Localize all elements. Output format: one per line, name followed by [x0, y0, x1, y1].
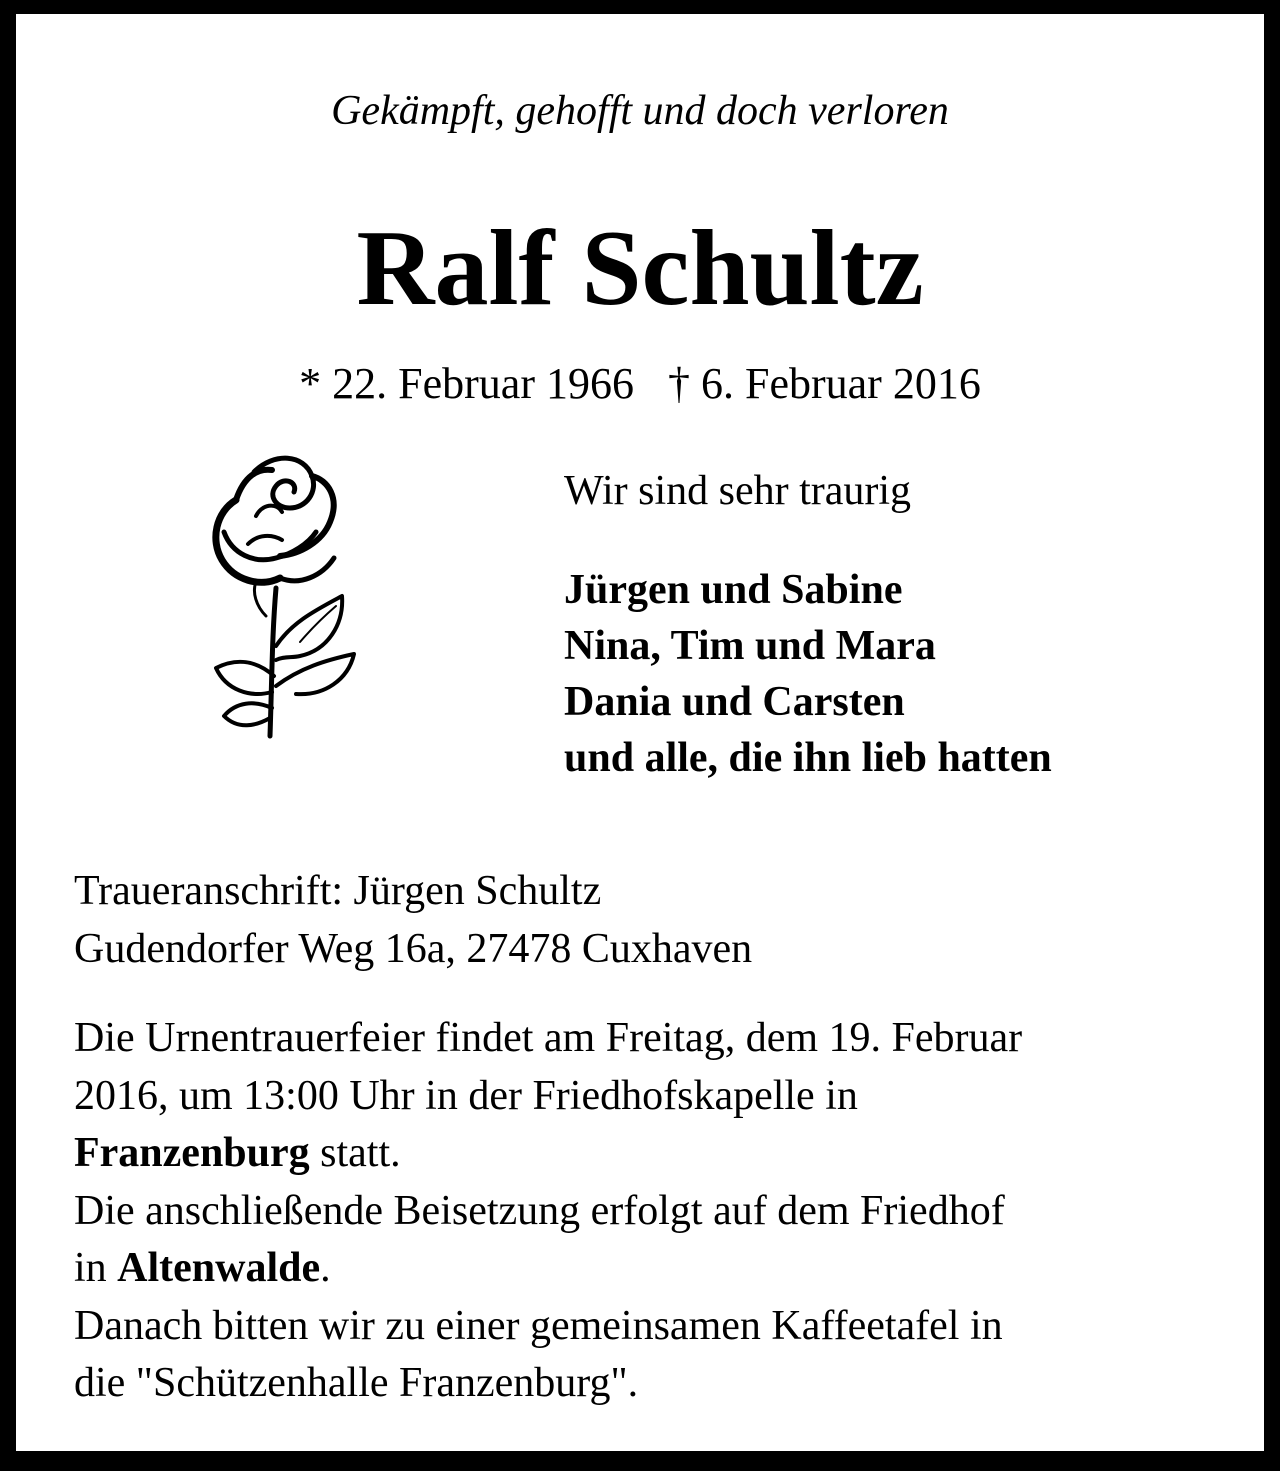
- mourner-line: und alle, die ihn lieb hatten: [564, 735, 1052, 781]
- mourner-line: Nina, Tim und Mara: [564, 623, 936, 669]
- mourner-line: Dania und Carsten: [564, 679, 905, 725]
- ceremony-line: Die Urnentrauerfeier findet am Freitag, dem 19. Februar: [74, 1015, 1023, 1061]
- rose-icon: [196, 446, 366, 756]
- deceased-name: Ralf Schultz: [356, 209, 924, 328]
- ceremony-line: Danach bitten wir zu einer gemeinsamen Kaffeetafel in: [74, 1302, 1003, 1349]
- ceremony-line: Franzenburg statt.: [74, 1130, 401, 1176]
- ceremony-line: Die anschließende Beisetzung erfolgt auf dem Friedhof: [74, 1187, 1005, 1234]
- ceremony-details: [74, 1010, 1234, 1413]
- ceremony-line: in Altenwalde.: [74, 1245, 331, 1291]
- life-dates: [16, 358, 1264, 411]
- place-franzenburg: Franzenburg: [74, 1130, 310, 1176]
- ceremony-line: die "Schützenhalle Franzenburg".: [74, 1360, 639, 1406]
- mourners-list: [564, 562, 1052, 786]
- mourner-line: Jürgen und Sabine: [564, 567, 903, 613]
- motto: Gekämpft, gehofft und doch verloren: [331, 88, 949, 134]
- mourning-address: [74, 862, 752, 978]
- birth-date: * 22. Februar 1966: [299, 359, 634, 408]
- address-line: Traueranschrift: Jürgen Schultz: [74, 868, 602, 914]
- mourning-intro: Wir sind sehr traurig: [564, 468, 912, 514]
- death-date: † 6. Februar 2016: [668, 359, 981, 408]
- place-altenwalde: Altenwalde: [117, 1245, 321, 1291]
- address-line: Gudendorfer Weg 16a, 27478 Cuxhaven: [74, 926, 753, 972]
- ceremony-line: 2016, um 13:00 Uhr in der Friedhofskapelle in: [74, 1072, 858, 1119]
